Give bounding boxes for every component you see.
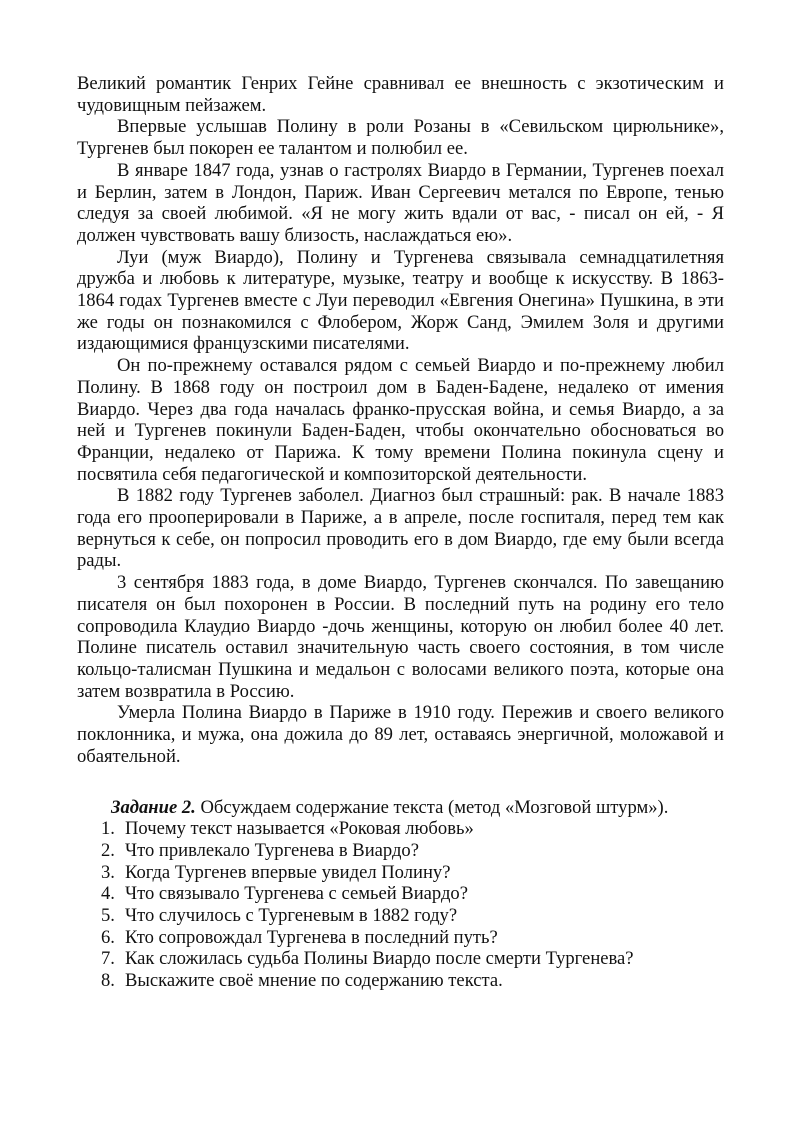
paragraph: Впервые услышав Полину в роли Розаны в «Севильском цирюльнике», Тургенев был покорен ее талантом и полюбил ее. bbox=[77, 116, 724, 160]
question-list bbox=[77, 818, 724, 992]
question-text: Почему текст называется «Роковая любовь» bbox=[125, 818, 474, 840]
list-item bbox=[101, 970, 724, 992]
paragraph: В 1882 году Тургенев заболел. Диагноз был страшный: рак. В начале 1883 года его прооперировали в Париже, а в апреле, после госпиталя, перед тем как вернуться к себе, он попросил проводить его в дом Виардо, где ему были всегда рады. bbox=[77, 485, 724, 572]
question-number: 6. bbox=[101, 926, 115, 948]
question-number: 1. bbox=[101, 818, 115, 840]
list-item bbox=[101, 862, 724, 884]
list-item bbox=[101, 883, 724, 905]
paragraph: В январе 1847 года, узнав о гастролях Виардо в Германии, Тургенев поехал и Берлин, затем в Лондон, Париж. Иван Сергеевич метался по Европе, тенью следуя за своей любимой. «Я не могу жить вдали от вас, - писал он ей, - Я должен чувствовать вашу близость, наслаждаться ею». bbox=[77, 159, 724, 246]
task-label: Задание 2. bbox=[111, 796, 196, 818]
question-number: 4. bbox=[101, 883, 115, 905]
question-number: 5. bbox=[101, 905, 115, 927]
list-item bbox=[101, 948, 724, 970]
question-number: 2. bbox=[101, 839, 115, 861]
paragraph: Он по-прежнему оставался рядом с семьей Виардо и по-прежнему любил Полину. В 1868 году он построил дом в Баден-Бадене, недалеко от имения Виардо. Через два года началась франко-прусская война, и семья Виардо, а за ней и Тургенев покинули Баден-Баден, чтобы окончательно обосноваться во Франции, недалеко от Парижа. К тому времени Полина покинула сцену и посвятила себя педагогической и композиторской деятельности. bbox=[77, 355, 724, 485]
question-number: 7. bbox=[101, 948, 115, 970]
list-item bbox=[101, 905, 724, 927]
question-number: 8. bbox=[101, 970, 115, 992]
question-number: 3. bbox=[101, 861, 115, 883]
question-text: Кто сопровождал Тургенева в последний путь? bbox=[125, 926, 498, 948]
question-text: Что связывало Тургенева с семьей Виардо? bbox=[125, 883, 468, 905]
list-item bbox=[101, 927, 724, 949]
task-text: Обсуждаем содержание текста (метод «Мозговой штурм»). bbox=[195, 796, 669, 818]
list-item bbox=[101, 818, 724, 840]
question-text: Как сложилась судьба Полины Виардо после смерти Тургенева? bbox=[125, 948, 634, 970]
list-item bbox=[101, 840, 724, 862]
article-body bbox=[77, 73, 724, 768]
question-text: Что привлекало Тургенева в Виардо? bbox=[125, 839, 419, 861]
paragraph: 3 сентября 1883 года, в доме Виардо, Тургенев скончался. По завещанию писателя он был похоронен в России. В последний путь на родину его тело сопроводила Клаудио Виардо -дочь женщины, которую он любил более 40 лет. Полине писатель оставил значительную часть своего состояния, в том числе кольцо-талисман Пушкина и медальон с волосами великого поэта, которые она затем возвратила в Россию. bbox=[77, 572, 724, 702]
paragraph: Луи (муж Виардо), Полину и Тургенева связывала семнадцатилетняя дружба и любовь к литературе, музыке, театру и вообще к искусству. В 1863-1864 годах Тургенев вместе с Луи переводил «Евгения Онегина» Пушкина, в эти же годы он познакомился с Флобером, Жорж Санд, Эмилем Золя и другими издающимися французскими писателями. bbox=[77, 246, 724, 355]
task-heading bbox=[77, 797, 724, 819]
question-text: Когда Тургенев впервые увидел Полину? bbox=[125, 861, 451, 883]
paragraph: Великий романтик Генрих Гейне сравнивал ее внешность с экзотическим и чудовищным пейзажем. bbox=[77, 73, 724, 116]
question-text: Выскажите своё мнение по содержанию текста. bbox=[125, 970, 503, 992]
question-text: Что случилось с Тургеневым в 1882 году? bbox=[125, 905, 458, 927]
paragraph: Умерла Полина Виардо в Париже в 1910 году. Пережив и своего великого поклонника, и мужа, она дожила до 89 лет, оставаясь энергичной, моложавой и обаятельной. bbox=[77, 702, 724, 767]
